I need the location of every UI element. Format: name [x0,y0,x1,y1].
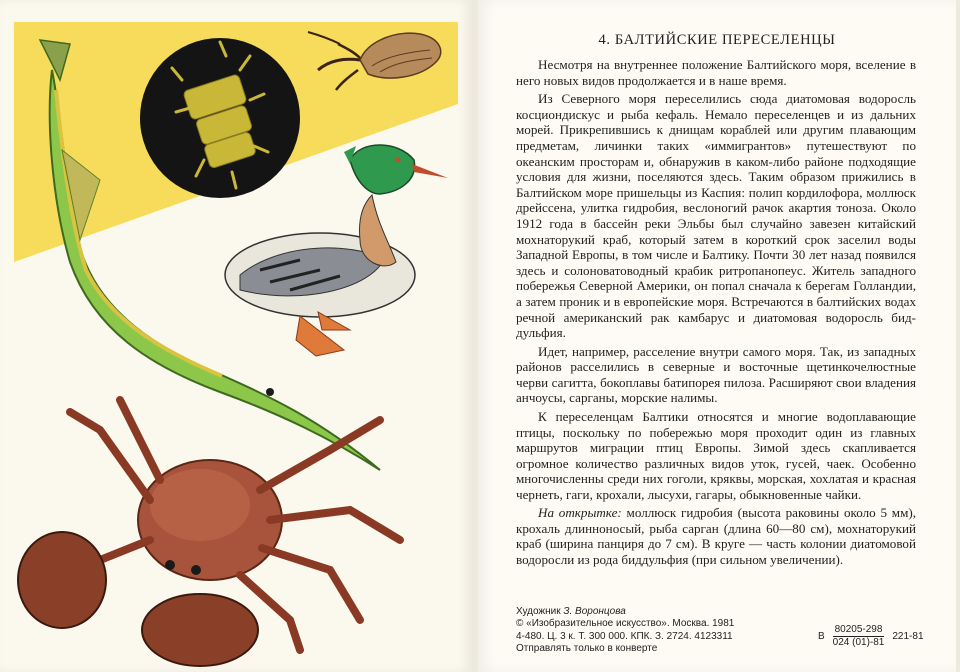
artist-name: З. Воронцова [563,606,626,617]
mitten-crab [18,400,400,666]
publisher-line: © «Изобразительное искусство». Москва. 1981 [516,618,735,630]
code-denominator: 024 (01)-81 [832,637,885,648]
diatom-circle [140,38,300,198]
mailing-note: Отправлять только в конверте [516,643,658,655]
page-title: 4. БАЛТИЙСКИЕ ПЕРЕСЕЛЕНЦЫ [598,32,836,48]
paragraph: К переселенцам Балтики относятся и многие водоплавающие птицы, поскольку по побережью моря проходит один из главных маршрутов миграции птиц Европы. Зимой здесь скапливается огромное количество различных видов уток, гусей, чаек. Особенно многочисленны среди них гоголи, кряквы, морская, хохлатая и красная чернеть, гаги, крохали, лысухи, гагары, обыкновенные чайки. [516,409,916,503]
postcard-caption [516,505,916,567]
code-suffix: 221-81 [892,631,924,642]
caption-text: моллюск гидробия (высота раковины около 5 мм), крохаль длинноносый, рыба сарган (длина 60—80 см), мохнаторукий краб (ширина панциря до 7 см). В круге — часть колонии диатомовой водоросли из рода биддульфия (при сильном увеличении). [516,505,916,567]
article-body [516,57,916,503]
caption-label: На открытке: [538,505,622,520]
paragraph: Несмотря на внутреннее положение Балтийского моря, вселение в него новых видов продолжается и в наше время. [516,57,916,88]
paragraph: Из Северного моря переселились сюда диатомовая водоросль косциондискус и рыба кефаль. Немало переселенцев и из дальних морей. Прикрепившись к днищам кораблей или другим плавающим предметам, личинки таких «иммигрантов» путешествуют по океанским просторам и, обнаружив в каком-либо районе подходящие условия для жизни, поселяются здесь. Таким образом прижились в Балтийском море пришельцы из Каспия: полип кордилофора, моллюск дрейссена, улитка гидробия, веслоногий рачок акартия тоноза. Около 1912 года в бассейн реки Эльбы был случайно завезен китайский мохнаторукий краб, который затем в короткий срок заселил воды Западной Европы, в том числе и Балтику. Почти 30 лет назад появился здесь и солоноватоводный крабик ритропанопеус. Житель западного побережья Северной Америки, он попал сначала к берегам Голландии, а затем проник и в европейские моря. Встречаются в балтийских водах речной американский рак камбарус и диатомовая водоросль биддульфия. [516,91,916,341]
code-prefix: В [818,631,825,642]
artist-prefix: Художник [516,606,564,617]
code-numerator: 80205-298 [834,624,883,635]
code-fraction [831,624,887,649]
print-info-line: 4-480. Ц. 3 к. Т. 300 000. КПК. З. 2724. 4123311 [516,630,733,642]
catalog-code [818,624,924,649]
text-page [478,0,956,672]
paragraph: Идет, например, расселение внутри самого моря. Так, из западных районов расселились в северные и восточные щетинкочелюстные черви сагитта, бокоплавы батипорея пилоза. Расширяют свои владения анчоусы, сарганы, морские налимы. [516,343,916,406]
illustration-page [0,0,472,672]
imprint [516,606,816,656]
illustration [0,0,472,672]
